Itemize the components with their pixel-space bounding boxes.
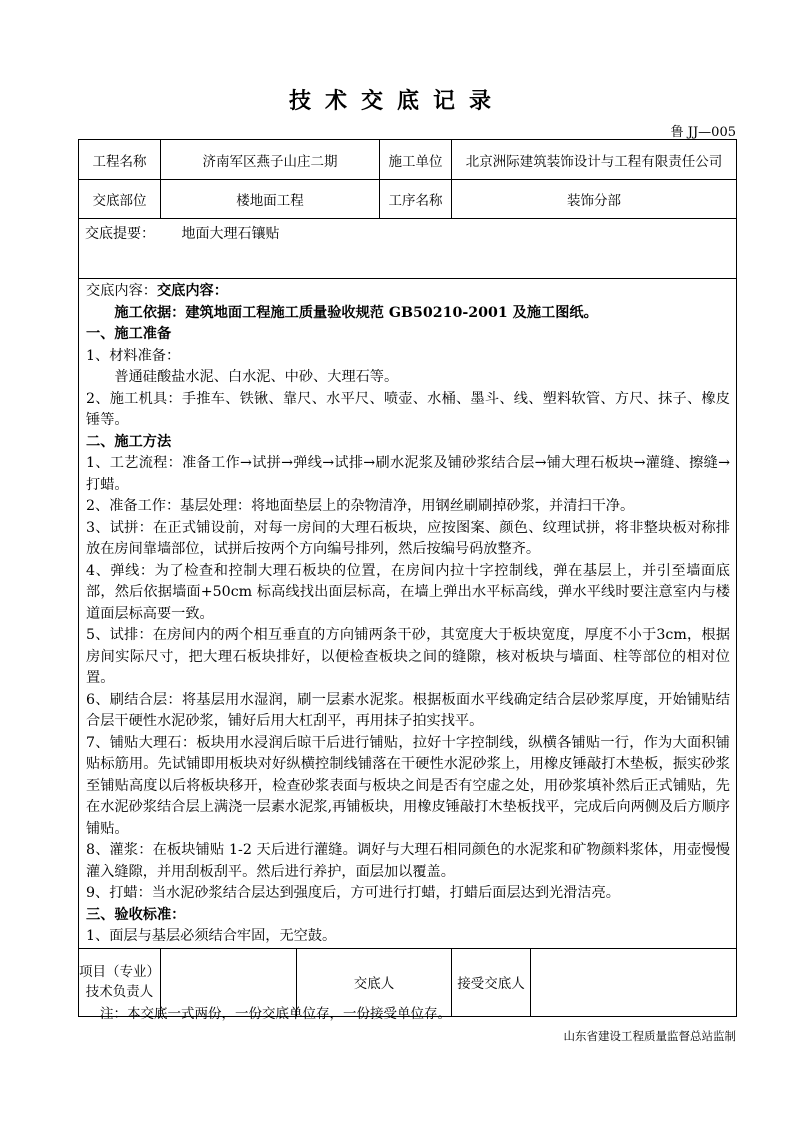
summary-label: 交底提要： — [85, 226, 155, 242]
method-grouting: 8、灌浆：在板块铺贴 1-2 天后进行灌缝。调好与大理石相同颜色的水泥浆和矿物颜料浆体，用壶慢慢灌入缝隙，并用刮板刮平。然后进行养护，面层加以覆盖。 — [86, 842, 730, 880]
project-name-label: 工程名称 — [79, 140, 161, 180]
disclosure-table — [78, 139, 737, 1017]
process-name-value: 装饰分部 — [452, 180, 737, 219]
item-materials: 1、材料准备： — [86, 347, 181, 364]
project-name-value: 济南军区燕子山庄二期 — [161, 140, 380, 180]
discloser-label: 交底人 — [297, 948, 452, 1016]
construction-unit-value: 北京洲际建筑装饰设计与工程有限责任公司 — [452, 140, 737, 180]
construction-basis: 施工依据：建筑地面工程施工质量验收规范 GB50210-2001 及施工图纸。 — [114, 304, 598, 321]
summary-text: 地面大理石镶贴 — [181, 226, 280, 242]
method-bonding-layer: 6、刷结合层：将基层用水湿润，刷一层素水泥浆。根据板面水平线确定结合层砂浆厚度，开始铺贴结合层干硬性水泥砂浆，铺好后用大杠刮平，再用抹子拍实找平。 — [86, 691, 730, 729]
form-code: 鲁 JJ—005 — [670, 125, 736, 140]
receiver-signature[interactable] — [531, 948, 737, 1016]
tech-lead-label-line2: 技术负责人 — [85, 984, 154, 1000]
item-materials-list: 普通硅酸盐水泥、白水泥、中砂、大理石等。 — [114, 369, 399, 385]
section-acceptance: 三、验收标准： — [86, 906, 186, 923]
method-process-flow: 1、工艺流程：准备工作→试拼→弹线→试排→刷水泥浆及铺砂浆结合层→铺大理石板块→灌缝、擦缝→打蜡。 — [86, 455, 730, 493]
content-heading: 交底内容： — [156, 283, 228, 299]
supervisor-footer: 山东省建设工程质量监督总站监制 — [563, 1029, 736, 1043]
summary-cell — [79, 219, 737, 279]
content-label: 交底内容： — [86, 283, 157, 299]
section-method: 二、施工方法 — [86, 433, 172, 450]
construction-unit-label: 施工单位 — [380, 140, 452, 180]
document-title: 技术交底记录 — [288, 88, 505, 114]
method-trial-fit: 3、试拼：在正式铺设前，对每一房间的大理石板块，应按图案、颜色、纹理试拼，将非整块板对称排放在房间靠墙部位，试拼后按两个方向编号排列，然后按编号码放整齐。 — [86, 519, 730, 557]
content-cell — [79, 279, 737, 949]
tech-lead-label-line1: 项目（专业） — [79, 964, 160, 980]
method-snap-line: 4、弹线：为了检查和控制大理石板块的位置，在房间内拉十字控制线，弹在基层上，并引至墙面底部，然后依据墙面+50cm 标高线找出面层标高，在墙上弹出水平标高线，弹水平线时要注意室内与楼道面层标高要一致。 — [86, 562, 730, 622]
method-waxing: 9、打蜡：当水泥砂浆结合层达到强度后，方可进行打蜡，打蜡后面层达到光滑洁亮。 — [86, 885, 620, 901]
footnote: 注：本交底一式两份，一份交底单位存，一份接受单位存。 — [100, 1006, 451, 1022]
acceptance-item-1: 1、面层与基层必须结合牢固，无空鼓。 — [86, 928, 337, 944]
method-trial-layout: 5、试排：在房间内的两个相互垂直的方向铺两条干砂，其宽度大于板块宽度，厚度不小于3cm，根据房间实际尺寸，把大理石板块排好，以便检查板块之间的缝隙，核对板块与墙面、柱等部位的相对位置。 — [86, 627, 730, 686]
receiver-label: 接受交底人 — [452, 948, 531, 1016]
disclosure-part-label: 交底部位 — [79, 180, 161, 219]
process-name-label: 工序名称 — [380, 180, 452, 219]
method-laying-marble: 7、铺贴大理石：板块用水浸润后晾干后进行铺贴，拉好十字控制线，纵横各铺贴一行，作为大面积铺贴标筋用。先试铺即用板块对好纵横控制线铺落在干硬性水泥砂浆上，用橡皮锤敲打木垫板，振实砂浆至铺贴高度以后将板块移开，检查砂浆表面与板块之间是否有空虚之处，用砂浆填补然后正式铺贴，先在水泥砂浆结合层上满浇一层素水泥浆,再铺板块，用橡皮锤敲打木垫板找平，完成后向两侧及后方顺序铺贴。 — [86, 734, 730, 837]
section-preparation: 一、施工准备 — [86, 326, 172, 342]
item-tools: 2、施工机具：手推车、铁锹、靠尺、水平尺、喷壶、水桶、墨斗、线、塑料软管、方尺、抹子、橡皮锤等。 — [86, 390, 730, 428]
disclosure-part-value: 楼地面工程 — [161, 180, 380, 219]
method-preparation: 2、准备工作：基层处理：将地面垫层上的杂物清净，用钢丝刷刷掉砂浆，并清扫干净。 — [86, 498, 635, 514]
